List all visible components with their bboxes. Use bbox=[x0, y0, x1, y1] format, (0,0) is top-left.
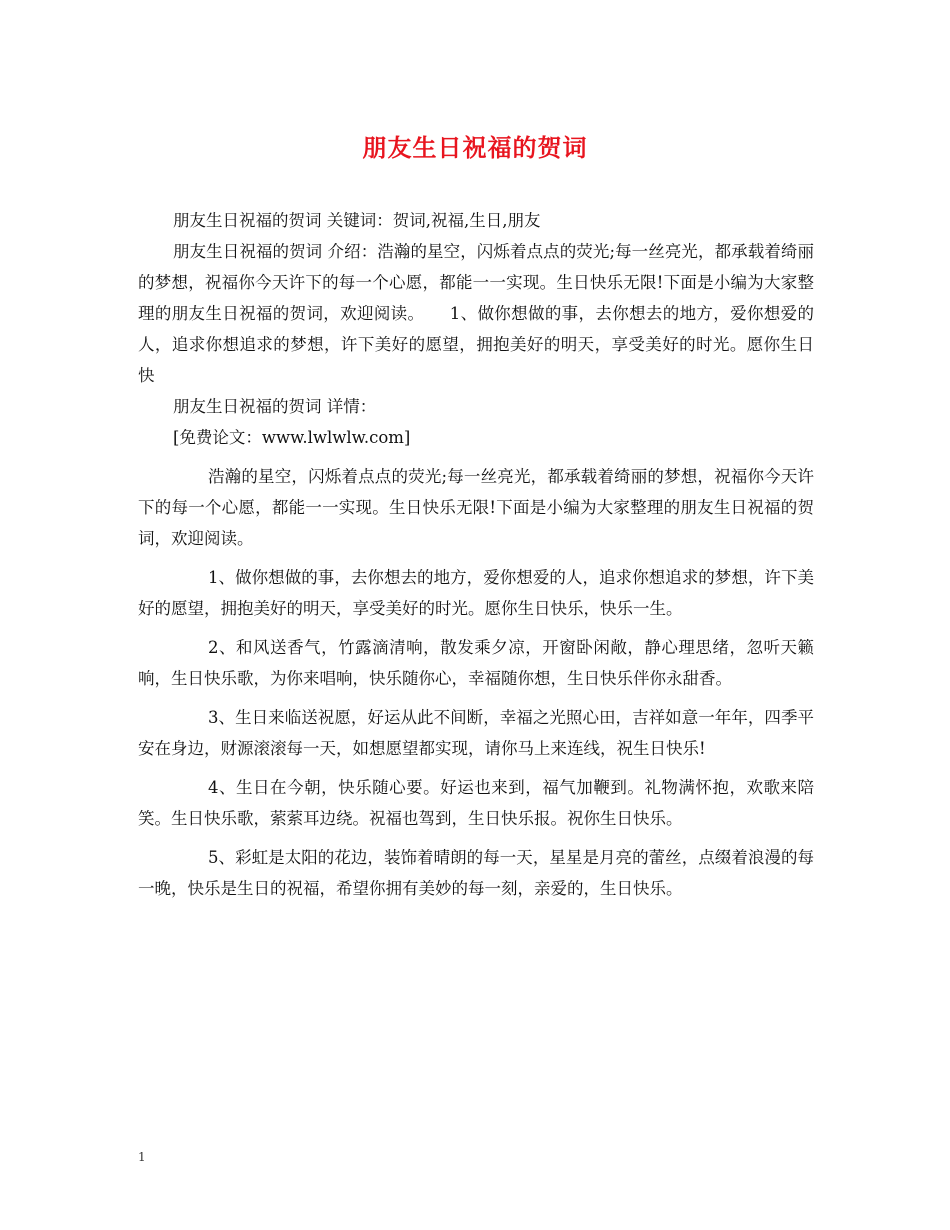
wish-paragraph-4: 4、生日在今朝，快乐随心要。好运也来到，福气加鞭到。礼物满怀抱，欢歌来陪笑。生日快乐歌，萦萦耳边绕。祝福也驾到，生日快乐报。祝你生日快乐。 bbox=[138, 778, 814, 828]
page-number: 1 bbox=[138, 1150, 146, 1164]
details-heading: 朋友生日祝福的贺词 详情： bbox=[173, 397, 377, 416]
document-body bbox=[138, 205, 814, 904]
wish-paragraph-2: 2、和风送香气，竹露滴清响，散发乘夕凉，开窗卧闲敞，静心理思绪，忽听天籁响，生日快乐歌，为你来唱响，快乐随你心，幸福随你想，生日快乐伴你永甜香。 bbox=[138, 638, 814, 688]
wish-paragraph-1: 1、做你想做的事，去你想去的地方，爱你想爱的人，追求你想追求的梦想，许下美好的愿望，拥抱美好的明天，享受美好的时光。愿你生日快乐，快乐一生。 bbox=[138, 568, 814, 618]
wish-paragraph-5: 5、彩虹是太阳的花边，装饰着晴朗的每一天，星星是月亮的蕾丝，点缀着浪漫的每一晚，快乐是生日的祝福，希望你拥有美妙的每一刻，亲爱的，生日快乐。 bbox=[138, 848, 814, 898]
document-title: 朋友生日祝福的贺词 bbox=[362, 134, 588, 162]
keywords-paragraph: 朋友生日祝福的贺词 关键词：贺词,祝福,生日,朋友 bbox=[173, 211, 541, 230]
intro-paragraph: 朋友生日祝福的贺词 介绍：浩瀚的星空，闪烁着点点的荧光;每一丝亮光，都承载着绮丽的梦想，祝福你今天许下的每一个心愿，都能一一实现。生日快乐无限!下面是小编为大家整理的朋友生日祝福的贺词，欢迎阅读。 1、做你想做的事，去你想去的地方，爱你想爱的人，追求你想追求的梦想，许下美好的愿望，拥抱美好的明天，享受美好的时光。愿你生日快 bbox=[138, 242, 814, 385]
content-paragraph: 浩瀚的星空，闪烁着点点的荧光;每一丝亮光，都承载着绮丽的梦想，祝福你今天许下的每一个心愿，都能一一实现。生日快乐无限!下面是小编为大家整理的朋友生日祝福的贺词，欢迎阅读。 bbox=[138, 467, 814, 548]
source-link-text: [免费论文：www.lwlwlw.com] bbox=[173, 428, 411, 447]
wish-paragraph-3: 3、生日来临送祝愿，好运从此不间断，幸福之光照心田，吉祥如意一年年，四季平安在身边，财源滚滚每一天，如想愿望都实现，请你马上来连线，祝生日快乐! bbox=[138, 708, 814, 758]
